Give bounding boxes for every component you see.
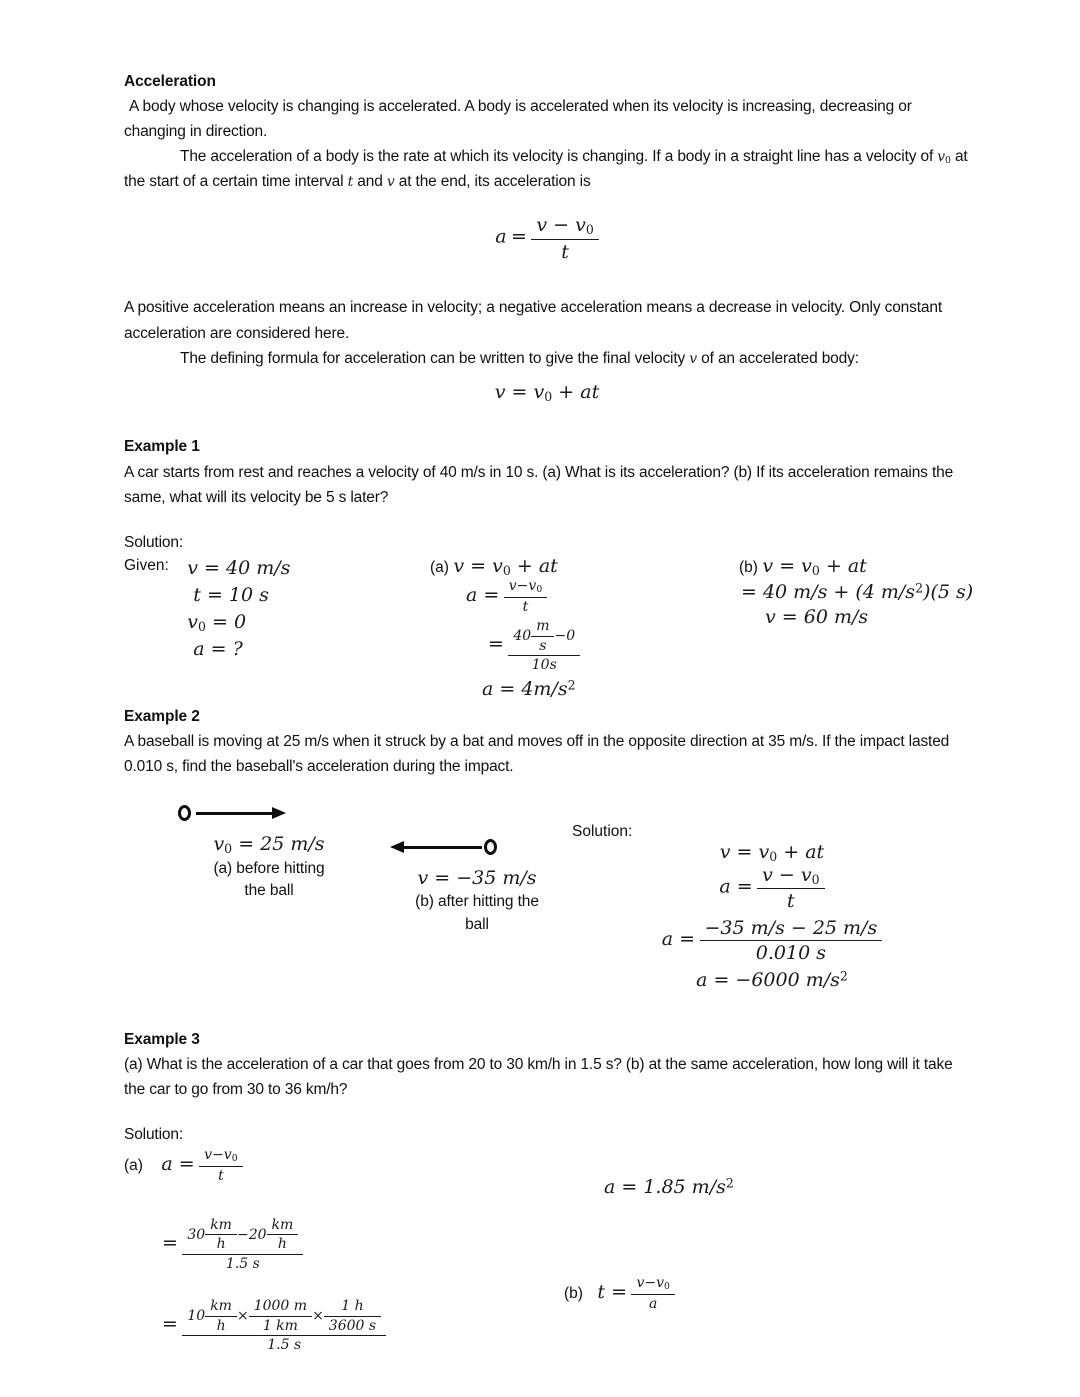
arrow-left-icon <box>390 841 404 853</box>
example-3-part-a-tag: (a) <box>124 1157 143 1175</box>
unit-km-h-2: $\frac{km}{h}$ <box>267 1217 299 1253</box>
example-3-title: Example 3 <box>124 1031 200 1049</box>
example-3-a-fraction-1 <box>199 1147 242 1184</box>
part-a-line-3 <box>430 618 580 674</box>
example-2-num-2: $v - v_0$ <box>757 864 824 890</box>
given-line-v: v = 40 m/s <box>187 556 291 579</box>
example-3-a-line-3 <box>124 1298 554 1354</box>
example-3-b-lhs: t = <box>597 1281 628 1304</box>
example-2-lhs-3: a = <box>661 927 696 950</box>
intro-p2-text-3: and <box>353 173 387 191</box>
page-content <box>124 70 974 1357</box>
example-3-a-den-3: 1.5 s <box>267 1337 302 1354</box>
part-a-line-1 <box>430 555 580 578</box>
example-2-solution-label: Solution: <box>572 823 633 841</box>
part-a-line-2 <box>430 578 580 615</box>
given-label: Given: <box>124 556 169 574</box>
part-a-num-3: 40 $\frac{m}{s}$ −0 <box>508 618 580 656</box>
arrow-right-icon <box>272 807 286 819</box>
part-a-lhs-2: a = <box>466 583 500 606</box>
formula-velocity-expression: $v = v_0$ + at <box>494 380 600 404</box>
formula-velocity <box>124 381 970 404</box>
example-3-solution-label: Solution: <box>124 1126 183 1144</box>
example-1-part-a <box>430 555 580 700</box>
formula-acceleration <box>124 214 970 263</box>
given-line-v0: $v_0 = 0$ <box>187 610 247 634</box>
part-b-result: v = 60 m/s <box>765 606 869 629</box>
body-paragraph-4 <box>124 346 970 371</box>
part-a-unit-fraction: $\frac{m}{s}$ <box>531 618 554 654</box>
part-a-den-3: 10s <box>531 657 557 674</box>
part-a-equals-3: = <box>488 633 504 656</box>
part-a-fraction-2 <box>504 578 547 615</box>
part-a-tag: (a) <box>430 558 449 576</box>
example-3-a-equals-3: = <box>162 1313 178 1336</box>
times-sign-2: × <box>312 1308 324 1325</box>
example-2-result: a = −6000 $m/s^2$ <box>696 968 848 992</box>
example-3-result <box>604 1175 734 1198</box>
part-a-equation-1: $v = v_0$ + at <box>453 554 558 578</box>
example-3-a-num-3: 10 $\frac{km}{h}$ × $\frac{1000 m}{1 km}$ × $\frac{1 h}{3600 s}$ <box>182 1298 386 1336</box>
body-p4-text-2: of an accelerated body: <box>697 349 859 367</box>
ball-circle-icon <box>484 839 497 855</box>
example-2-num-3: −35 m/s − 25 m/s <box>700 917 883 941</box>
unit-km-h-1: $\frac{km}{h}$ <box>205 1217 237 1253</box>
diagram-a-caption-line-2: the ball <box>244 882 294 900</box>
example-2-eq-line-4 <box>572 969 972 992</box>
diagram-b-arrow-group <box>362 833 592 867</box>
intro-p2-text-4: at the end, its acceleration is <box>394 173 591 191</box>
example-2-eq-line-2 <box>572 864 972 913</box>
part-a-num-2: $v-v_0$ <box>504 578 547 598</box>
example-3-a-line-1 <box>124 1147 554 1184</box>
example-2-lhs-2: a = <box>719 875 753 898</box>
arrow-right-shaft <box>196 812 274 815</box>
diagram-b-caption-line-1: (b) after hitting the <box>415 893 539 911</box>
example-3-a-den-1: t <box>218 1168 224 1185</box>
example-2-fraction-3 <box>700 917 883 965</box>
intro-p2-text-2: at the start of a certain time interval <box>124 148 968 191</box>
example-2-diagram-b <box>362 833 592 936</box>
part-b-equation-2: = 40 m/s + (4 $m/s^2)(5$ s) <box>741 580 974 604</box>
example-3-a-den-2: 1.5 s <box>225 1255 260 1272</box>
diagram-a-value-text: $v_0 = 25$ m/s <box>213 833 325 856</box>
example-1-solution-row <box>124 554 974 701</box>
body-paragraph-3: A positive acceleration means an increase in velocity; a negative acceleration means a decrease in velocity. Only constant acceleration are considered here. <box>124 299 943 342</box>
body-p4-text-1: The defining formula for acceleration can be written to give the final velocity <box>180 349 690 367</box>
example-3-b-den: a <box>649 1296 658 1313</box>
part-b-line-2 <box>739 581 973 604</box>
example-2-equations <box>572 841 972 991</box>
unit-h-s: $\frac{1 h}{3600 s}$ <box>324 1298 381 1334</box>
diagram-a-arrow-group <box>154 799 384 833</box>
part-b-equation-1: $v = v_0$ + at <box>762 554 867 578</box>
diagram-a-caption-line-1: (a) before hitting <box>213 859 325 877</box>
formula-accel-equals: = <box>510 226 527 249</box>
diagram-a-value <box>154 833 384 856</box>
diagram-b-value <box>362 867 592 889</box>
inline-v0: $v_0$ <box>937 149 951 167</box>
given-line-a: a = ? <box>193 637 243 660</box>
given-line-t: t = 10 s <box>193 583 269 606</box>
example-2-eq-line-3 <box>572 917 972 965</box>
arrow-left-shaft <box>404 846 482 849</box>
example-2-title: Example 2 <box>124 707 200 725</box>
example-2-eq-line-1 <box>572 841 972 864</box>
example-3-a-num-2: 30 $\frac{km}{h}$ −20 $\frac{km}{h}$ <box>182 1217 303 1255</box>
formula-accel-fraction <box>531 214 598 263</box>
example-2-den-3: 0.010 s <box>755 942 826 965</box>
part-b-line-3 <box>739 606 973 628</box>
example-3-result-text: a = 1.85 $m/s^2$ <box>604 1175 734 1199</box>
page-title: Acceleration <box>124 73 216 90</box>
part-b-tag: (b) <box>739 558 758 576</box>
example-3-part-a <box>124 1147 554 1354</box>
intro-paragraph-1: A body whose velocity is changing is accelerated. A body is accelerated when its velocity is increasing, decreasing or changing in direction. <box>124 98 912 141</box>
example-3-a-lhs-1: a = <box>161 1153 195 1176</box>
example-1-title: Example 1 <box>124 438 200 456</box>
example-3-b-fraction <box>631 1275 674 1312</box>
formula-accel-numerator: $v - v_0$ <box>531 214 598 240</box>
diagram-b-caption-line-2: ball <box>465 915 489 933</box>
part-a-fraction-3 <box>508 618 580 674</box>
unit-km-h-3: $\frac{km}{h}$ <box>205 1298 237 1334</box>
example-1-given-block <box>124 555 290 663</box>
example-2-den-2: t <box>787 890 795 913</box>
example-2-solution <box>572 823 972 991</box>
example-1-solution-label: Solution: <box>124 533 183 551</box>
example-2-formula: $v = v_0$ + at <box>719 841 825 864</box>
inline-v-final: v <box>689 350 698 367</box>
example-3-part-b-tag: (b) <box>564 1285 583 1303</box>
inline-t: t <box>347 174 354 191</box>
inline-v: v <box>386 174 395 191</box>
example-2-question: A baseball is moving at 25 m/s when it struck by a bat and moves off in the opposite direction at 35 m/s. If the impact lasted 0.010 s, find the baseball's acceleration during the impact. <box>124 732 950 775</box>
example-3-solution-row <box>124 1147 970 1357</box>
example-3-a-line-2 <box>124 1217 554 1273</box>
formula-accel-lhs: a <box>495 226 507 249</box>
given-values <box>173 555 290 663</box>
intro-p2-text-1: The acceleration of a body is the rate at which its velocity is changing. If a body in a straight line has a velocity of <box>180 148 938 166</box>
example-3-a-fraction-3 <box>182 1298 386 1354</box>
example-1-question: A car starts from rest and reaches a velocity of 40 m/s in 10 s. (a) What is its acceleration? (b) If its acceleration remains the same, what will its velocity be 5 s later? <box>124 463 954 506</box>
example-3-a-equals-2: = <box>162 1231 178 1254</box>
times-sign-1: × <box>236 1308 249 1325</box>
part-a-line-4 <box>430 678 580 701</box>
formula-accel-denominator: t <box>561 241 569 263</box>
unit-m-km: $\frac{1000 m}{1 km}$ <box>249 1298 312 1334</box>
part-b-line-1 <box>739 555 973 578</box>
diagram-b-value-text: v = −35 m/s <box>417 867 537 890</box>
ball-circle-icon <box>178 805 191 821</box>
part-a-den-2: t <box>522 598 529 615</box>
part-a-result: $a = 4m/s^2$ <box>482 677 576 701</box>
example-3-a-num-1: $v-v_0$ <box>199 1147 242 1167</box>
example-3-b-num: $v-v_0$ <box>631 1275 674 1295</box>
example-2-fraction-2 <box>757 864 824 913</box>
example-2-diagram-a <box>154 799 384 903</box>
example-3-part-b <box>564 1275 675 1312</box>
example-1-part-b <box>739 555 973 628</box>
example-3-a-fraction-2 <box>182 1217 303 1273</box>
example-2-figure-row <box>124 799 970 992</box>
intro-paragraph-2 <box>124 144 970 194</box>
example-3-question: (a) What is the acceleration of a car that goes from 20 to 30 km/h in 1.5 s? (b) at the same acceleration, how long will it take the car to go from 30 to 36 km/h? <box>124 1056 953 1099</box>
